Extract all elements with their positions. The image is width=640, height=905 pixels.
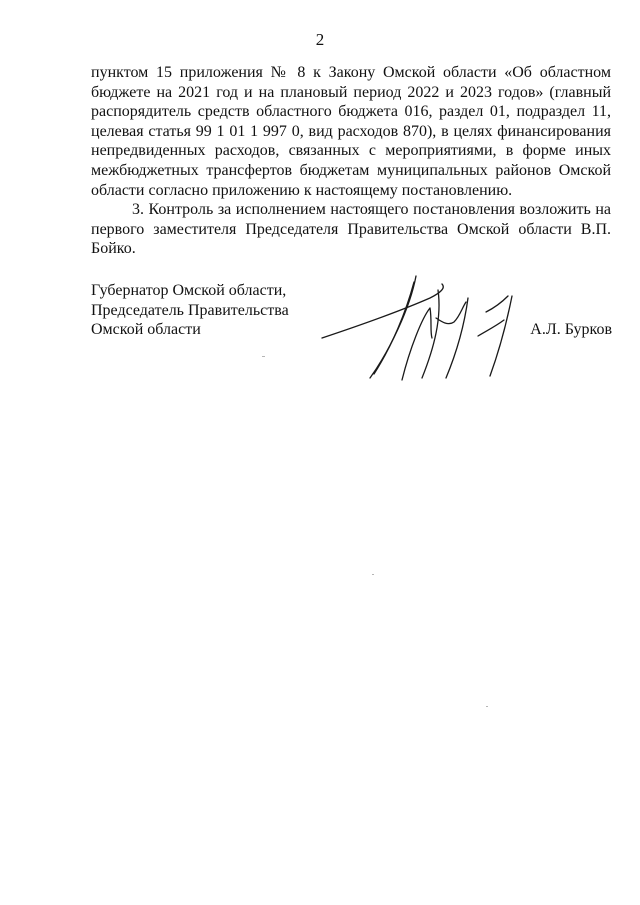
signer-title-line-1: Губернатор Омской области, <box>91 282 287 299</box>
scan-speck <box>262 356 265 357</box>
signer-title-line-3: Омской области <box>91 321 201 339</box>
signer-title-line-2: Председатель Правительства <box>91 301 289 319</box>
signer-name: А.Л. Бурков <box>530 321 612 338</box>
scan-speck <box>486 706 488 707</box>
signer-title <box>91 281 289 340</box>
document-body <box>91 63 611 259</box>
handwritten-signature <box>318 268 540 398</box>
paragraph-control: 3. Контроль за исполнением настоящего постановления возложить на первого заместителя Председателя Правительства Омской области В.П. Бойко. <box>91 201 611 258</box>
page-number: 2 <box>315 30 325 49</box>
scan-speck <box>372 574 374 575</box>
paragraph-continuation: пунктом 15 приложения № 8 к Закону Омской области «Об областном бюджете на 2021 год и на плановый период 2022 и 2023 годов» (главный распорядитель средств областного бюджета 016, раздел 01, подраздел 11, целевая статья 99 1 01 1 997 0, вид расходов 870), в целях финансирования непредвиденных расходов, связанных с мероприятиями, в форме иных межбюджетных трансфертов бюджетам муниципальных районов Омской области согласно приложению к настоящему постановлению. <box>91 64 611 199</box>
